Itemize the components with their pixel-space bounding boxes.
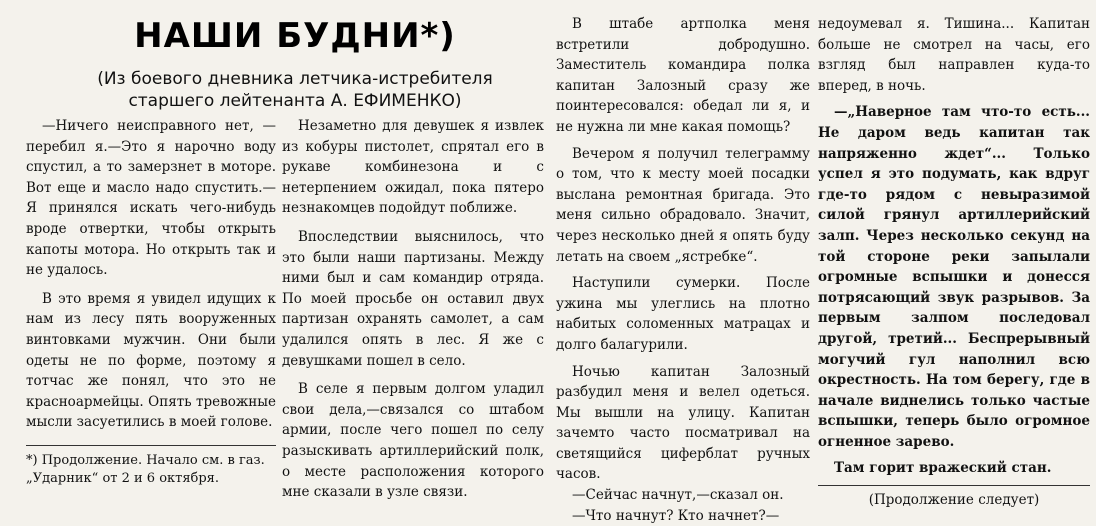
column-2: [282, 116, 544, 501]
article-title: НАШИ БУДНИ*): [134, 16, 456, 56]
column-4: [818, 14, 1090, 509]
col2-paragraph-2: Впоследствии выяснилось, что это были наши партизаны. Между ними был и сам командир отряда. По моей просьбе он оставил двух партизан охранять самолет, а сам удалился опять в лес. Я же с девушками пошел в село.: [282, 228, 544, 369]
footnote-divider: [26, 445, 276, 446]
footnote: *) Продолжение. Начало см. в газ. „Ударник“ от 2 и 6 октября.: [26, 452, 265, 486]
column-3: [556, 14, 810, 524]
subtitle-line-2: старшего лейтенанта А. ЕФИМЕНКО): [128, 91, 462, 111]
col2-paragraph-1: Незаметно для девушек я извлек из кобуры пистолет, спрятал его в рукаве комбинезона и с нетерпением ожидал, пока пятеро незнакомцев подойдут поближе.: [282, 118, 544, 217]
column-1: [26, 116, 276, 490]
col4-paragraph-2: —„Наверное там что-то есть... Не даром ведь капитан так напряженно ждет“... Только успел я это подумать, как вдруг где-то рядом с невыразимой силой грянул артиллерийский залп. Через несколько секунд на той стороне реки запылали огромные вспышки и донесся потрясающий звук разрывов. За первым залпом последовал другой, третий... Беспрерывный могучий гул наполнил всю окрестность. На том берегу, где в начале виднелись только частые вспышки, теперь было огромное огненное зарево.: [818, 104, 1090, 450]
article-subtitle: [60, 68, 530, 112]
end-divider: [818, 485, 1090, 486]
col1-paragraph-2: В это время я увидел идущих к нам из лесу пять вооруженных винтовками мужчин. Они были одеты не по форме, поэтому я тотчас же понял, что это не красноармейцы. Опять тревожные мысли засуетились в моей голове.: [26, 290, 276, 431]
col4-paragraph-3: Там горит вражеский стан.: [834, 460, 1052, 477]
article-header: [60, 8, 530, 56]
col4-paragraph-1: недоумевал я. Тишина... Капитан больше не смотрел на часы, его взгляд был направлен куда-то вперед, в ночь.: [818, 16, 1090, 94]
col1-paragraph-1: —Ничего неисправного нет, —перебил я.—Это я нарочно воду спустил, а то замерзнет в моторе. Вот еще и масло надо спустить.—Я принялся искать чего-нибудь вроде отвертки, чтобы открыть капоты мотора. Но открыть так и не удалось.: [26, 118, 276, 279]
col3-paragraph-6: —Что начнут? Кто начнет?—: [572, 507, 780, 524]
col3-paragraph-5: —Сейчас начнут,—сказал он.: [572, 487, 784, 504]
col3-paragraph-1: В штабе артполка меня встретили добродушно. Заместитель командира полка капитан Залозный сразу же поинтересовался: обедал ли я, и не нужна ли мне какая помощь?: [556, 16, 810, 135]
col2-paragraph-3: В селе я первым долгом уладил свои дела,—связался со штабом армии, после чего пошел по селу разыскивать артиллерийский полк, о месте расположения которого мне сказали в узле связи.: [282, 381, 544, 501]
col3-paragraph-4: Ночью капитан Залозный разбудил меня и велел одеться. Мы вышли на улицу. Капитан зачемто часто посматривал на светящийся циферблат ручных часов.: [556, 363, 810, 483]
subtitle-line-1: (Из боевого дневника летчика-истребителя: [97, 69, 493, 89]
col3-paragraph-2: Вечером я получил телеграмму о том, что к месту моей посадки выслана ремонтная бригада. Это меня сильно обрадовало. Значит, через несколько дней я опять буду летать на своем „ястребке“.: [556, 145, 810, 265]
col3-paragraph-3: Наступили сумерки. После ужина мы улеглись на плотно набитых соломенных матрацах и долго балагурили.: [556, 275, 810, 353]
continued-note: (Продолжение следует): [868, 492, 1040, 509]
